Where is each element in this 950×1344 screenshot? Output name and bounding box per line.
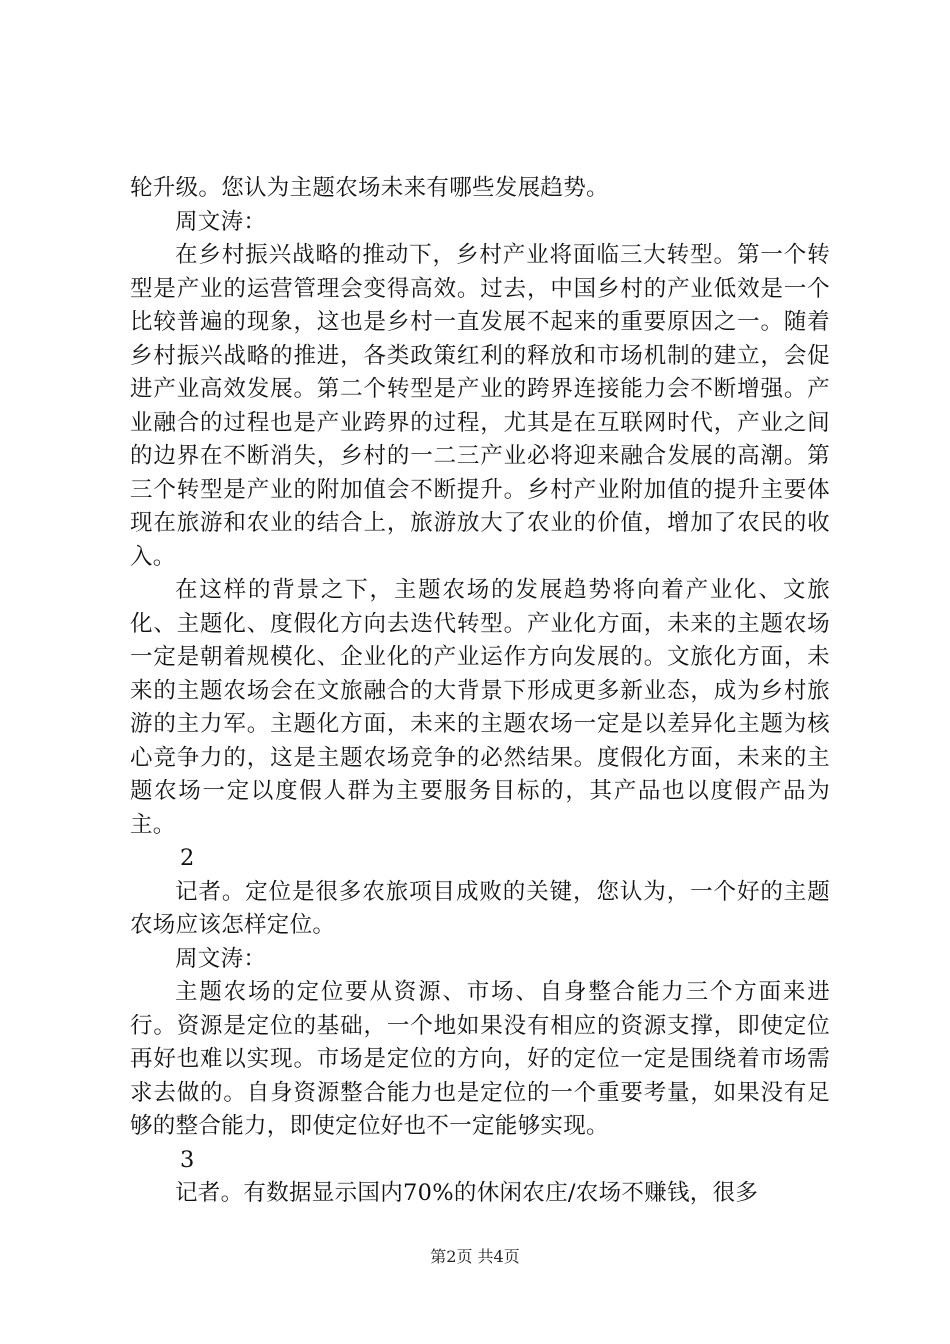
section-number: 2 [180,845,195,871]
speaker-label: 周文涛： [175,945,267,972]
paragraph: 记者。定位是很多农旅项目成败的关键，您认为，一个好的主题农场应该怎样定位。 [130,878,830,938]
section-number: 3 [180,1146,195,1173]
document-body [130,172,830,1211]
speaker-label: 周文涛： [175,208,267,235]
paragraph: 在这样的背景之下，主题农场的发展趋势将向着产业化、文旅化、主题化、度假化方向去迭代转型。产业化方面，未来的主题农场一定是朝着规模化、企业化的产业运作方向发展的。文旅化方面，未来的主题农场会在文旅融合的大背景下形成更多新业态，成为乡村旅游的主力军。主题化方面，未来的主题农场一定是以差异化主题为核心竞争力的，这是主题农场竞争的必然结果。度假化方面，未来的主题农场一定以度假人群为主要服务目标的，其产品也以度假产品为主。 [130,577,830,838]
paragraph: 记者。有数据显示国内70%的休闲农庄/农场不赚钱，很多 [175,1180,759,1206]
paragraph-continuation: 轮升级。您认为主题农场未来有哪些发展趋势。 [130,175,609,201]
paragraph: 主题农场的定位要从资源、市场、自身整合能力三个方面来进行。资源是定位的基础，一个地如果没有相应的资源支撑，即使定位再好也难以实现。市场是定位的方向，好的定位一定是围绕着市场需求去做的。自身资源整合能力也是定位的一个重要考量，如果没有足够的整合能力，即使定位好也不一定能够实现。 [130,979,830,1139]
paragraph: 在乡村振兴战略的推动下，乡村产业将面临三大转型。第一个转型是产业的运营管理会变得高效。过去，中国乡村的产业低效是一个比较普遍的现象，这也是乡村一直发展不起来的重要原因之一。随着乡村振兴战略的推进，各类政策红利的释放和市场机制的建立，会促进产业高效发展。第二个转型是产业的跨界连接能力会不断增强。产业融合的过程也是产业跨界的过程，尤其是在互联网时代，产业之间的边界在不断消失，乡村的一二三产业必将迎来融合发展的高潮。第三个转型是产业的附加值会不断提升。乡村产业附加值的提升主要体现在旅游和农业的结合上，旅游放大了农业的价值，增加了农民的收入。 [130,242,830,570]
page-footer: 第2页 共4页 [430,1247,520,1266]
